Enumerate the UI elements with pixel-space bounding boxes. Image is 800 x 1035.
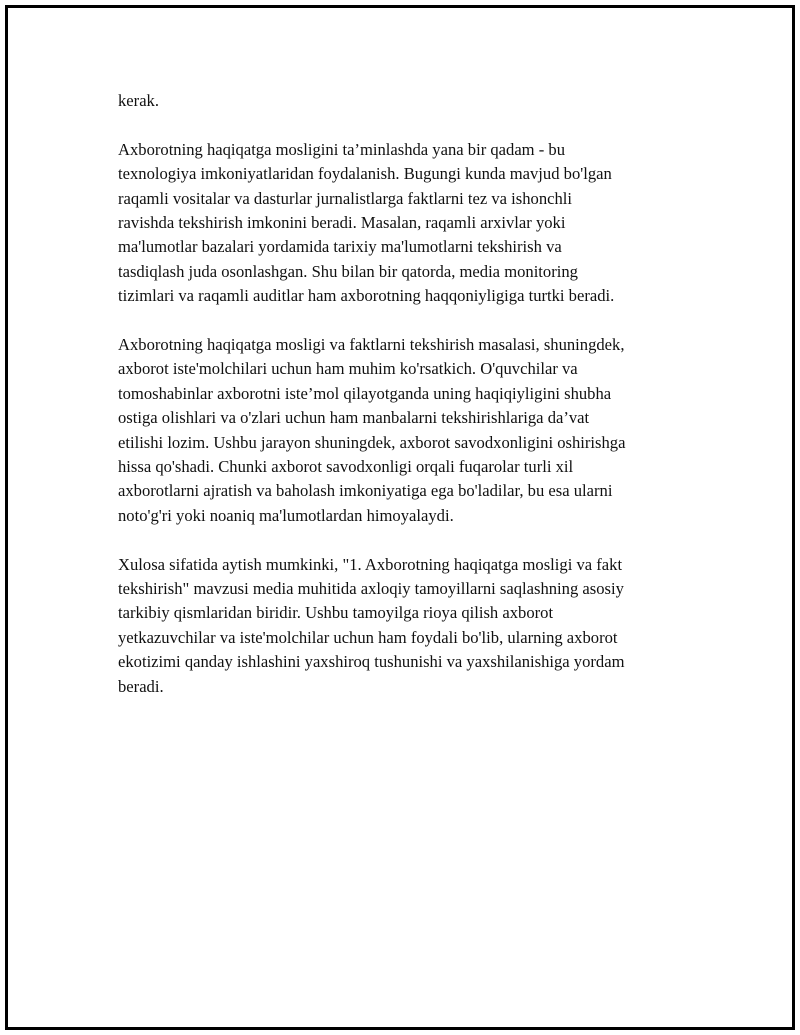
text-line: Xulosa sifatida aytish mumkinki, "1. Axborotning haqiqatga mosligi va fakt	[118, 554, 623, 574]
text-line: raqamli vositalar va dasturlar jurnalistlarga faktlarni tez va ishonchli	[118, 188, 573, 208]
text-line: tekshirish" mavzusi media muhitida axloqiy tamoyillarni saqlashning asosiy	[118, 579, 624, 599]
text-line: etilishi lozim. Ushbu jarayon shuningdek, axborot savodxonligini oshirishga	[118, 432, 626, 452]
text-line: tomoshabinlar axborotni iste’mol qilayotganda uning haqiqiyligini shubha	[118, 383, 612, 403]
paragraph-3	[118, 333, 688, 528]
text-line: ma'lumotlar bazalari yordamida tarixiy ma'lumotlarni tekshirish va	[118, 237, 562, 257]
text-line: tasdiqlash juda osonlashgan. Shu bilan bir qatorda, media monitoring	[118, 261, 578, 281]
text-line: tarkibiy qismlaridan biridir. Ushbu tamoyilga rioya qilish axborot	[118, 603, 554, 623]
paragraph-1	[118, 89, 688, 113]
text-line: axborotlarni ajratish va baholash imkoniyatiga ega bo'ladilar, bu esa ularni	[118, 481, 613, 501]
text-line: kerak.	[118, 91, 159, 110]
text-line: beradi.	[118, 676, 164, 696]
text-line: axborot iste'molchilari uchun ham muhim ko'rsatkich. O'quvchilar va	[118, 359, 578, 379]
text-line: ekotizimi qanday ishlashini yaxshiroq tushunishi va yaxshilanishiga yordam	[118, 652, 625, 672]
text-line: Axborotning haqiqatga mosligini ta’minlashda yana bir qadam - bu	[118, 139, 566, 159]
text-line: texnologiya imkoniyatlaridan foydalanish. Bugungi kunda mavjud bo'lgan	[118, 164, 612, 184]
text-line: Axborotning haqiqatga mosligi va faktlarni tekshirish masalasi, shuningdek,	[118, 335, 625, 355]
text-line: noto'g'ri yoki noaniq ma'lumotlardan himoyalaydi.	[118, 505, 454, 525]
paragraph-2	[118, 138, 688, 309]
text-line: ravishda tekshirish imkonini beradi. Masalan, raqamli arxivlar yoki	[118, 213, 566, 233]
text-line: yetkazuvchilar va iste'molchilar uchun ham foydali bo'lib, ularning axborot	[118, 627, 618, 647]
document-body	[118, 89, 688, 724]
text-line: tizimlari va raqamli auditlar ham axborotning haqqoniyligiga turtki beradi.	[118, 286, 615, 306]
text-line: ostiga olishlari va o'zlari uchun ham manbalarni tekshirishlariga da’vat	[118, 408, 590, 428]
text-line: hissa qo'shadi. Chunki axborot savodxonligi orqali fuqarolar turli xil	[118, 457, 574, 477]
paragraph-4	[118, 553, 688, 699]
